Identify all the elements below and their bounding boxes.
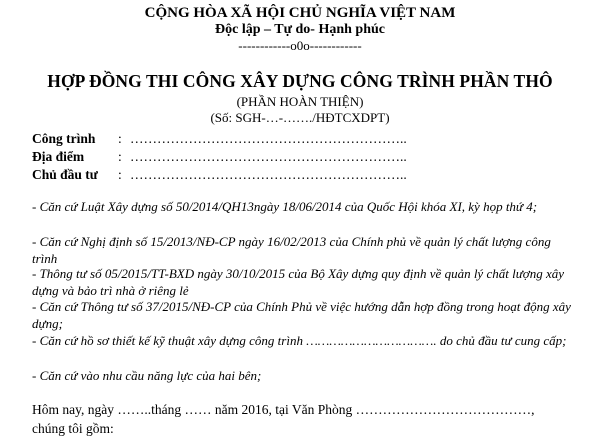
header-separator: ------------o0o------------ (238, 38, 362, 53)
contract-number: (Số: SGH-…-……./HĐTCXDPT) (210, 110, 390, 125)
legal-basis-item: - Căn cứ Thông tư số 37/2015/NĐ-CP của Chính Phủ về việc hướng dẫn hợp đồng trong hoạt động xây dựng; (32, 299, 571, 331)
national-title: CỘNG HÒA XÃ HỘI CHỦ NGHĨA VIỆT NAM (144, 5, 456, 21)
field-investor (32, 167, 407, 183)
legal-basis-item: - Căn cứ vào nhu cầu năng lực của hai bên; (32, 368, 262, 383)
field-location-label: Địa điểm (32, 149, 85, 164)
field-location-colon: : (118, 149, 122, 164)
field-project-colon: : (118, 131, 122, 146)
date-line: Hôm nay, ngày ……..tháng …… năm 2016, tại Văn Phòng …………………………………, (32, 402, 535, 417)
legal-basis-item: - Căn cứ Luật Xây dựng số 50/2014/QH13ngày 18/06/2014 của Quốc Hội khóa XI, kỳ họp thứ 4; (32, 199, 538, 214)
field-project (32, 131, 407, 147)
contract-title: HỢP ĐỒNG THI CÔNG XÂY DỰNG CÔNG TRÌNH PHẦN THÔ (47, 71, 553, 91)
field-investor-value: …………………………………………………….. (130, 167, 407, 182)
field-location (32, 149, 407, 165)
national-motto: Độc lập – Tự do- Hạnh phúc (215, 22, 385, 37)
field-location-value: …………………………………………………….. (130, 149, 407, 164)
field-project-label: Công trình (32, 131, 96, 146)
field-investor-label: Chủ đầu tư (32, 167, 98, 182)
field-investor-colon: : (118, 167, 122, 182)
parties-intro: chúng tôi gồm: (32, 421, 114, 436)
legal-basis-item: - Căn cứ hồ sơ thiết kế kỹ thuật xây dựng công trình ……………………………. do chủ đầu tư cung cấp; (32, 333, 567, 348)
field-project-value: …………………………………………………….. (130, 131, 407, 146)
legal-basis-item: - Thông tư số 05/2015/TT-BXD ngày 30/10/2015 của Bộ Xây dựng quy định về quản lý chất lượng xây dựng và bảo trì nhà ở riêng lẻ (32, 266, 565, 298)
contract-subtitle: (PHẦN HOÀN THIỆN) (236, 94, 364, 109)
legal-basis-item: - Căn cứ Nghị định số 15/2013/NĐ-CP ngày 16/02/2013 của Chính phủ về quản lý chất lượng công trình (32, 234, 551, 266)
